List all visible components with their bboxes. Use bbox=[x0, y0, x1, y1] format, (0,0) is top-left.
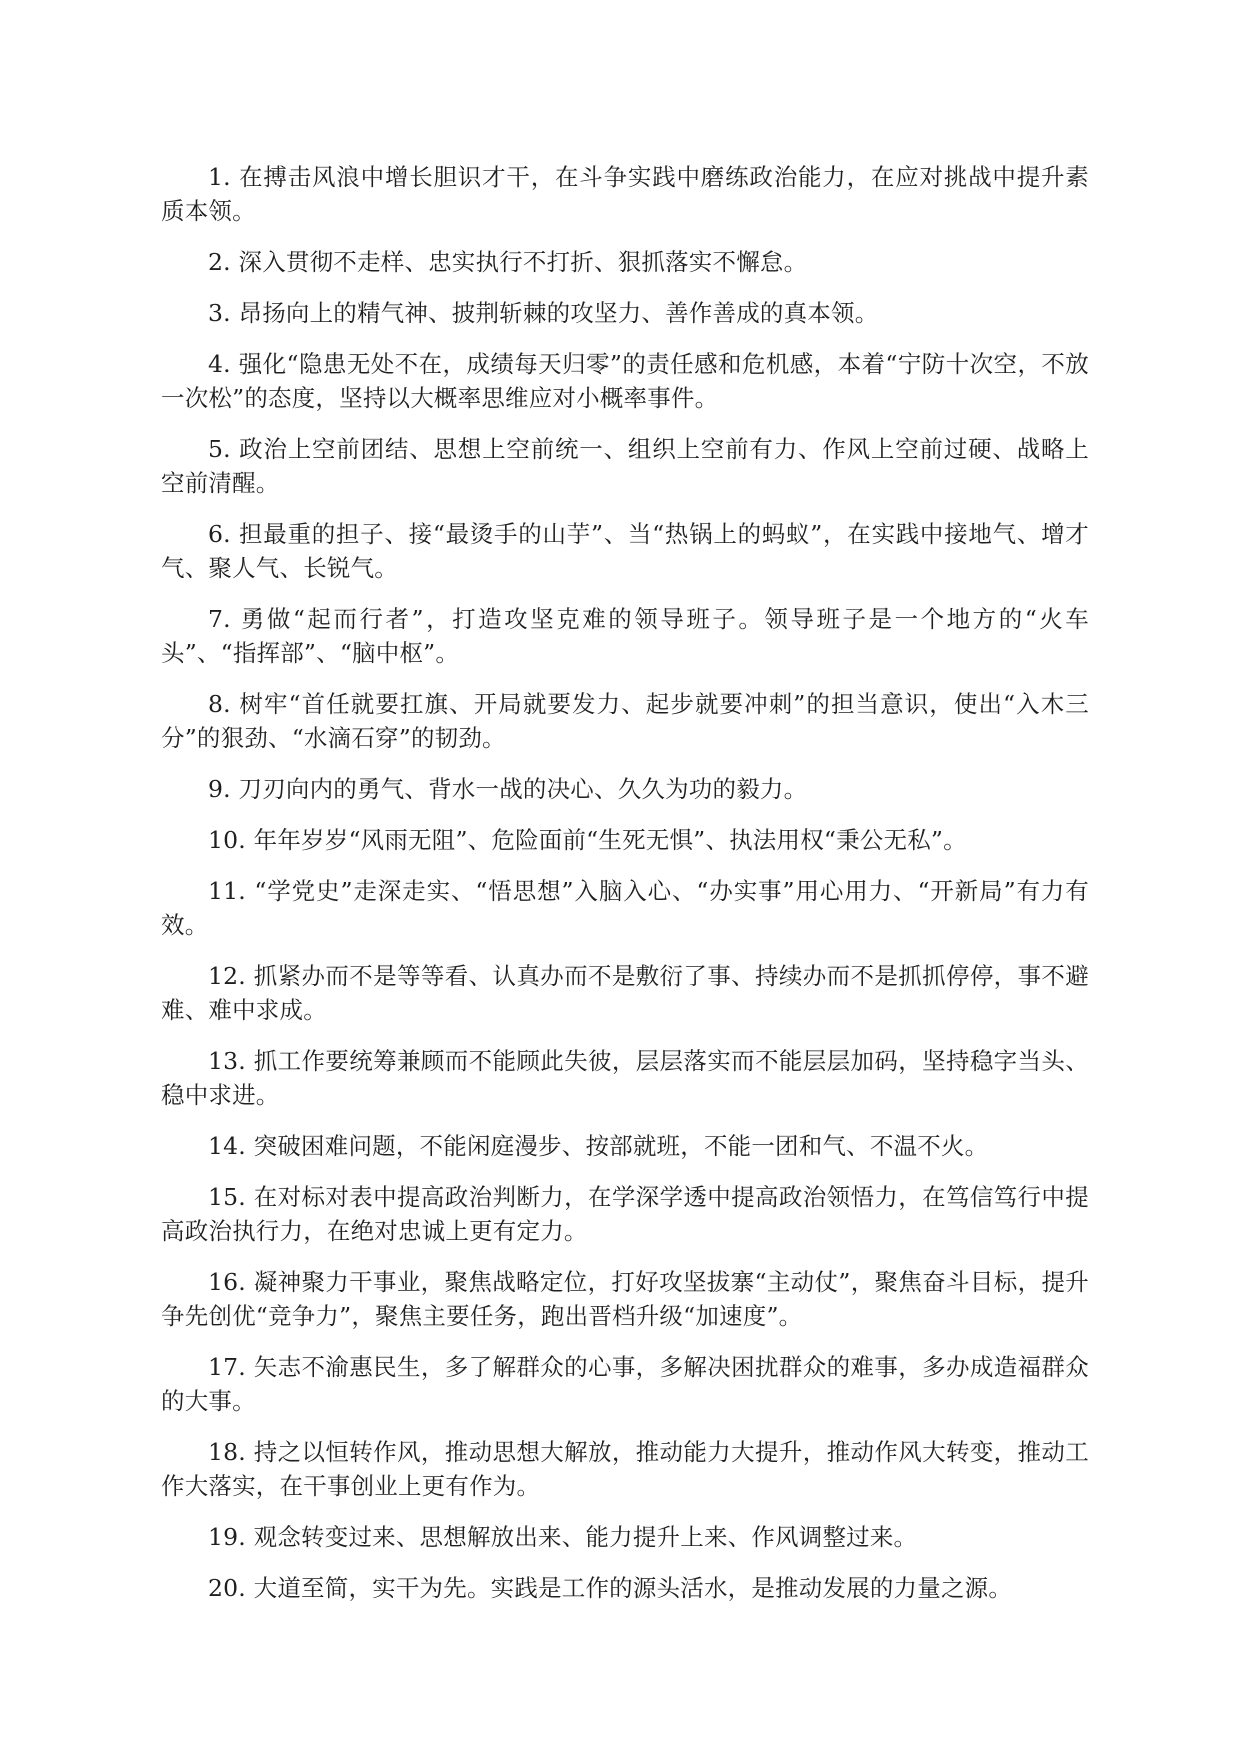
document-body bbox=[161, 160, 1089, 1622]
list-item: 2. 深入贯彻不走样、忠实执行不打折、狠抓落实不懈怠。 bbox=[208, 248, 808, 276]
list-item: 3. 昂扬向上的精气神、披荆斩棘的攻坚力、善作善成的真本领。 bbox=[208, 299, 879, 327]
list-item: 13. 抓工作要统筹兼顾而不能顾此失彼，层层落实而不能层层加码，坚持稳字当头、稳中求进。 bbox=[161, 1047, 1089, 1109]
list-item: 8. 树牢“首任就要扛旗、开局就要发力、起步就要冲刺”的担当意识，使出“入木三分”的狠劲、“水滴石穿”的韧劲。 bbox=[161, 690, 1089, 752]
list-item: 4. 强化“隐患无处不在，成绩每天归零”的责任感和危机感，本着“宁防十次空，不放一次松”的态度，坚持以大概率思维应对小概率事件。 bbox=[161, 350, 1089, 412]
list-item: 10. 年年岁岁“风雨无阻”、危险面前“生死无惧”、执法用权“秉公无私”。 bbox=[208, 826, 967, 854]
list-item: 14. 突破困难问题，不能闲庭漫步、按部就班，不能一团和气、不温不火。 bbox=[208, 1132, 989, 1160]
list-item: 15. 在对标对表中提高政治判断力，在学深学透中提高政治领悟力，在笃信笃行中提高政治执行力，在绝对忠诚上更有定力。 bbox=[161, 1183, 1089, 1245]
list-item: 1. 在搏击风浪中增长胆识才干，在斗争实践中磨练政治能力，在应对挑战中提升素质本领。 bbox=[161, 163, 1089, 225]
list-item: 16. 凝神聚力干事业，聚焦战略定位，打好攻坚拔寨“主动仗”，聚焦奋斗目标，提升争先创优“竞争力”，聚焦主要任务，跑出晋档升级“加速度”。 bbox=[161, 1268, 1089, 1330]
list-item: 12. 抓紧办而不是等等看、认真办而不是敷衍了事、持续办而不是抓抓停停，事不避难、难中求成。 bbox=[161, 962, 1089, 1024]
list-item: 18. 持之以恒转作风，推动思想大解放，推动能力大提升，推动作风大转变，推动工作大落实，在干事创业上更有作为。 bbox=[161, 1438, 1089, 1500]
list-item: 19. 观念转变过来、思想解放出来、能力提升上来、作风调整过来。 bbox=[208, 1523, 918, 1551]
list-item: 5. 政治上空前团结、思想上空前统一、组织上空前有力、作风上空前过硬、战略上空前清醒。 bbox=[161, 435, 1089, 497]
list-item: 11. “学党史”走深走实、“悟思想”入脑入心、“办实事”用心用力、“开新局”有力有效。 bbox=[161, 877, 1089, 939]
list-item: 6. 担最重的担子、接“最烫手的山芋”、当“热锅上的蚂蚁”，在实践中接地气、增才气、聚人气、长锐气。 bbox=[161, 520, 1089, 582]
list-item: 17. 矢志不渝惠民生，多了解群众的心事，多解决困扰群众的难事，多办成造福群众的大事。 bbox=[161, 1353, 1089, 1415]
list-item: 20. 大道至简，实干为先。实践是工作的源头活水，是推动发展的力量之源。 bbox=[208, 1574, 1013, 1602]
list-item: 9. 刀刃向内的勇气、背水一战的决心、久久为功的毅力。 bbox=[208, 775, 808, 803]
list-item: 7. 勇做“起而行者”，打造攻坚克难的领导班子。领导班子是一个地方的“火车头”、“指挥部”、“脑中枢”。 bbox=[161, 605, 1089, 667]
